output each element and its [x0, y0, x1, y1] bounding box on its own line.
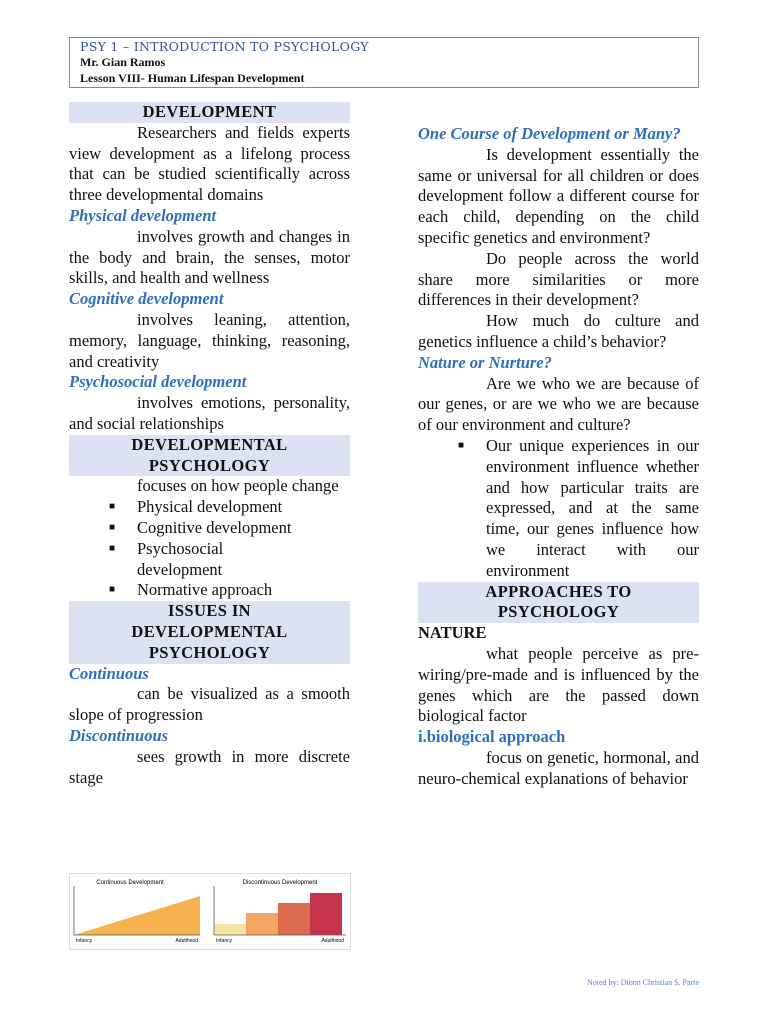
square-bullet-icon: ■ [109, 584, 116, 596]
right-column [418, 102, 699, 790]
course-paragraph-3: How much do culture and genetics influence a child’s behavior? [418, 311, 699, 351]
discontinuous-x-end-label: Adulthood [321, 938, 344, 944]
square-bullet-icon: ■ [109, 542, 116, 554]
discontinuous-figure-title: Discontinuous Development [242, 880, 318, 886]
approaches-heading [418, 582, 699, 624]
lesson-title: Lesson VIII- Human Lifespan Development [80, 71, 305, 85]
heading-line: ISSUES IN [168, 601, 251, 621]
stage-bar-2 [246, 913, 278, 935]
list-item [69, 580, 350, 601]
stage-bar-4 [310, 893, 342, 935]
heading-line: PSYCHOLOGY [148, 455, 271, 475]
biological-approach-title: i.biological approach [418, 727, 566, 747]
nature-paragraph: Are we who we are because of our genes, or are we who we are because of our environment and culture? [418, 373, 699, 435]
list-item-text: Our unique experiences in our environment influence whether and how particular traits are expressed, and at the same time, our genes influence how we interact with our environment [486, 435, 699, 580]
development-figure-svg [70, 874, 350, 949]
stage-bar-1 [214, 924, 246, 935]
continuous-x-end-label: Adulthood [175, 938, 198, 944]
list-item-text: Cognitive development [137, 517, 292, 537]
list-item-text: Psychosocial development [137, 538, 224, 579]
heading-line: APPROACHES TO [485, 581, 632, 601]
continuous-slope [74, 896, 200, 935]
course-of-development-title: One Course of Development or Many? [418, 124, 681, 143]
teacher-name: Mr. Gian Ramos [80, 55, 166, 69]
heading-line: DEVELOPMENTAL [131, 434, 288, 454]
development-comparison-figure [69, 873, 351, 950]
course-title: PSY 1 – INTRODUCTION TO PSYCHOLOGY [80, 39, 369, 54]
square-bullet-icon: ■ [458, 439, 465, 451]
heading-line: DEVELOPMENTAL [131, 621, 288, 641]
discontinuous-x-start-label: Infancy [216, 938, 233, 944]
nature-or-nurture-title: Nature or Nurture? [418, 352, 552, 372]
left-column [69, 102, 350, 788]
square-bullet-icon: ■ [109, 521, 116, 533]
course-paragraph-2: Do people across the world share more similarities or more differences in their development? [418, 248, 699, 310]
developmental-psychology-text: focuses on how people change [137, 476, 339, 496]
course-paragraph-1: Is development essentially the same or universal for all children or does development follow a different course for each child, depending on the child specific genetics and environment? [418, 144, 699, 247]
issues-heading [69, 601, 350, 663]
psychosocial-development-title: Psychosocial development [69, 372, 247, 392]
nature-definition: what people perceive as pre-wiring/pre-made and is influenced by the genes which are the passed down biological factor [418, 643, 699, 726]
square-bullet-icon: ■ [109, 501, 116, 513]
developmental-psychology-heading [69, 435, 350, 477]
stage-bar-3 [278, 903, 310, 935]
list-item [69, 518, 350, 539]
continuous-text: can be visualized as a smooth slope of progression [69, 684, 350, 725]
footer-note: Noted by: Dionn Christian S. Parte [587, 978, 699, 987]
continuous-x-start-label: Infancy [76, 938, 93, 944]
list-item [69, 539, 287, 581]
continuous-figure-title: Continuous Development [96, 880, 164, 886]
discontinuous-text: sees growth in more discrete stage [69, 746, 350, 787]
continuous-title: Continuous [69, 663, 149, 683]
cognitive-development-title: Cognitive development [69, 289, 224, 309]
document-header [69, 37, 699, 88]
biological-approach-text: focus on genetic, hormonal, and neuro-chemical explanations of behavior [418, 747, 699, 788]
list-item-text: Normative approach [137, 580, 273, 600]
cognitive-development-text: involves leaning, attention, memory, language, thinking, reasoning, and creativity [69, 309, 350, 371]
development-heading: DEVELOPMENT [69, 102, 350, 123]
nature-bullet-list [418, 436, 699, 582]
developmental-psychology-list [69, 497, 350, 601]
nature-heading: NATURE [418, 623, 487, 643]
discontinuous-title: Discontinuous [69, 725, 169, 745]
heading-line: PSYCHOLOGY [148, 642, 271, 662]
psychosocial-development-text: involves emotions, personality, and social relationships [69, 393, 350, 433]
list-item [418, 436, 699, 582]
physical-development-title: Physical development [69, 205, 217, 225]
list-item-text: Physical development [137, 497, 283, 517]
list-item [69, 497, 350, 518]
development-intro: Researchers and fields experts view development as a lifelong process that can be studied scientifically across three developmental domains [69, 122, 350, 205]
heading-line: PSYCHOLOGY [497, 602, 620, 622]
physical-development-text: involves growth and changes in the body and brain, the senses, motor skills, and health and wellness [69, 226, 350, 288]
